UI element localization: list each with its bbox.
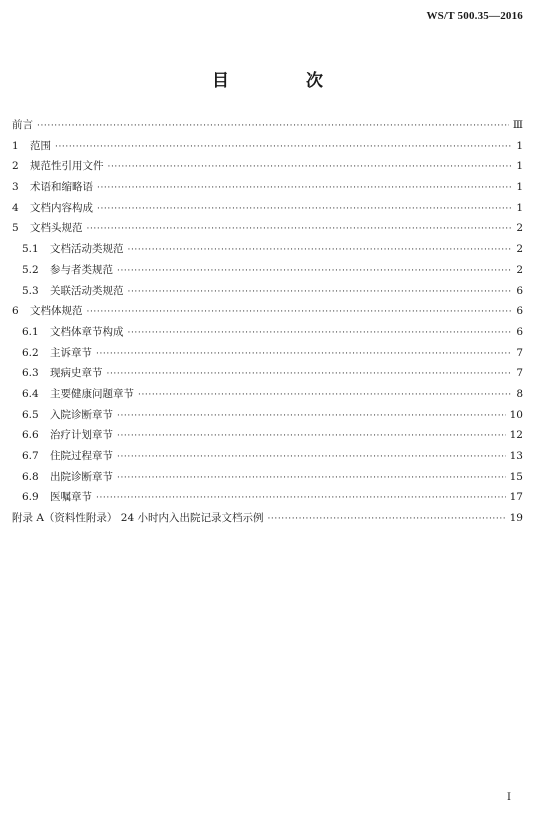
toc-entry-number: 6.5 — [22, 408, 39, 421]
toc-leader-dots — [117, 410, 506, 423]
toc-entry-6-4[interactable] — [12, 388, 523, 402]
toc-entry-label: 出院诊断章节 — [50, 470, 113, 483]
toc-leader-dots — [117, 472, 506, 485]
toc-leader-dots — [128, 286, 512, 299]
toc-entry-number: 6.9 — [22, 491, 39, 504]
toc-entry-label: 现病史章节 — [50, 367, 103, 380]
toc-entry-number: 1 — [12, 139, 19, 152]
toc-entry-page: 10 — [509, 408, 523, 421]
toc-entry-label: 主诉章节 — [50, 346, 92, 359]
toc-entry-label: 医嘱章节 — [50, 491, 92, 504]
toc-entry-page: 7 — [516, 367, 523, 380]
toc-entry-page: 1 — [516, 160, 523, 173]
toc-entry-page: 19 — [509, 512, 523, 525]
toc-leader-dots — [108, 161, 512, 174]
page-title: 目 次 — [212, 71, 353, 91]
toc-entry-5-3[interactable] — [12, 285, 523, 299]
toc-entry-number: 5.3 — [22, 284, 39, 297]
toc-entry-label: 范围 — [30, 139, 51, 152]
toc-leader-dots — [96, 492, 506, 505]
toc-entry-label: 文档体章节构成 — [50, 325, 124, 338]
toc-entry-number: 6.4 — [22, 387, 39, 400]
toc-entry-label: 文档头规范 — [30, 222, 83, 235]
toc-entry-6-8[interactable] — [12, 471, 523, 485]
toc-entry-5-1[interactable] — [12, 243, 523, 257]
toc-entry-number: 3 — [12, 181, 19, 194]
toc-entry-6-5[interactable] — [12, 409, 523, 423]
toc-entry-page: 2 — [516, 243, 523, 256]
page-number: I — [507, 792, 511, 803]
toc-leader-dots — [97, 203, 511, 216]
toc-entry-number: 2 — [12, 160, 19, 173]
toc-leader-dots — [87, 306, 512, 319]
toc-entry-label: 文档活动类规范 — [50, 243, 124, 256]
toc-entry-6[interactable] — [12, 305, 523, 319]
toc-entry-number: 6.6 — [22, 429, 39, 442]
toc-entry-label: 规范性引用文件 — [30, 160, 104, 173]
toc-entry-3[interactable] — [12, 181, 523, 195]
toc-entry-label: 主要健康问题章节 — [50, 387, 134, 400]
toc-entry-label: 治疗计划章节 — [50, 429, 113, 442]
toc-entry-page: 2 — [516, 263, 523, 276]
toc-entry-6-6[interactable] — [12, 429, 523, 443]
toc-entry-page: 8 — [516, 387, 523, 400]
toc-leader-dots — [97, 182, 511, 195]
toc-entry-label: 关联活动类规范 — [50, 284, 124, 297]
toc-entry-label: 附录 A（资料性附录） 24 小时内入出院记录文档示例 — [12, 512, 264, 525]
toc-entry-label: 术语和缩略语 — [30, 181, 93, 194]
toc-entry-label: 参与者类规范 — [50, 263, 113, 276]
toc-entry-6-2[interactable] — [12, 347, 523, 361]
toc-entry-page: 7 — [516, 346, 523, 359]
toc-entry-page: 13 — [509, 450, 523, 462]
toc-entry-4[interactable] — [12, 202, 523, 216]
toc-entry-number: 6.3 — [22, 367, 39, 380]
toc-entry-page: 1 — [516, 201, 523, 214]
toc-entry-number: 5.1 — [22, 243, 39, 256]
toc-entry-number: 4 — [12, 201, 19, 214]
toc-leader-dots — [37, 120, 509, 133]
toc-leader-dots — [128, 244, 512, 257]
toc-entry-number: 6.7 — [22, 450, 39, 462]
toc-entry-appendix-a[interactable] — [12, 512, 523, 526]
toc-entry-number: 5.2 — [22, 263, 39, 276]
toc-entry-number: 5 — [12, 222, 19, 235]
toc-entry-6-1[interactable] — [12, 326, 523, 340]
toc-entry-label: 前言 — [12, 119, 33, 131]
toc-leader-dots — [107, 368, 512, 381]
toc-entry-number: 6 — [12, 305, 19, 318]
toc-entry-label: 住院过程章节 — [50, 450, 113, 462]
toc-entry-1[interactable] — [12, 140, 523, 154]
standard-code: WS/T 500.35—2016 — [426, 10, 523, 22]
toc-entry-page: 17 — [509, 491, 523, 504]
toc-leader-dots — [87, 223, 512, 236]
toc-leader-dots — [96, 348, 511, 361]
toc-leader-dots — [267, 513, 505, 526]
toc-entry-label: 文档体规范 — [30, 305, 83, 318]
toc-entry-number: 6.1 — [22, 325, 39, 338]
toc-entry-page: 12 — [509, 429, 523, 442]
toc-leader-dots — [55, 141, 511, 154]
toc-entry-label: 入院诊断章节 — [50, 408, 113, 421]
toc-entry-number: 6.2 — [22, 346, 39, 359]
toc-entry-page: 15 — [509, 470, 523, 483]
toc-entry-page: 1 — [516, 139, 523, 152]
toc-entry-5[interactable] — [12, 222, 523, 236]
toc-entry-page: Ⅲ — [512, 119, 523, 131]
toc-entry-page: 6 — [516, 284, 523, 297]
toc-entry-page: 6 — [516, 325, 523, 338]
toc-entry-2[interactable] — [12, 160, 523, 174]
table-of-contents — [12, 119, 523, 533]
toc-entry-page: 2 — [516, 222, 523, 235]
toc-entry-label: 文档内容构成 — [30, 201, 93, 214]
toc-entry-page: 6 — [516, 305, 523, 318]
toc-leader-dots — [138, 389, 511, 402]
toc-entry-foreword[interactable] — [12, 119, 523, 133]
toc-entry-5-2[interactable] — [12, 264, 523, 278]
toc-entry-number: 6.8 — [22, 470, 39, 483]
toc-entry-page: 1 — [516, 181, 523, 194]
toc-entry-6-9[interactable] — [12, 491, 523, 505]
toc-leader-dots — [117, 451, 506, 464]
toc-leader-dots — [128, 327, 512, 340]
toc-leader-dots — [117, 265, 511, 278]
toc-entry-6-7[interactable] — [12, 450, 523, 464]
toc-leader-dots — [117, 430, 506, 443]
toc-entry-6-3[interactable] — [12, 367, 523, 381]
